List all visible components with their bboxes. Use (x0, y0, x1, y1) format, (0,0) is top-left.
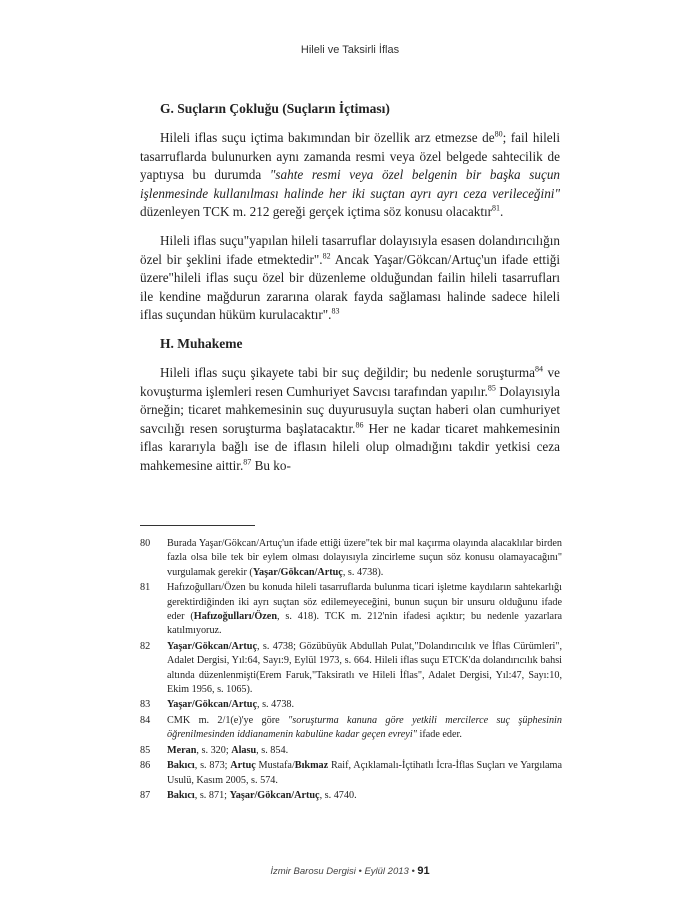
footnotes (140, 537, 562, 804)
footnote-81: 81 Hafızoğulları/Özen bu konuda hileli tasarruflarda bulunma ticari işletme kaydıların sahtekarlığı gerektirdiğinden iki ayrı suçtan söz edilemeyeceğini, bunun suçun bir unsuru olduğunu ifade eder (Hafızoğulları/Özen, s. 418). TCK m. 212'nin ifadesi açıktır; bu nedenle yazarlara katılmıyoruz. (140, 582, 562, 637)
footnote-divider (140, 525, 255, 526)
footnote-85: 85 Meran, s. 320; Alasu, s. 854. (140, 744, 289, 756)
footnote-ref[interactable]: 82 (322, 251, 331, 261)
footnote-86: 86 Bakıcı, s. 873; Artuç Mustafa/Bıkmaz Raif, Açıklamalı-İçtihatlı İcra-İflas Suçları ve Yargılama Usulü, Kasım 2005, s. 574. (140, 760, 562, 786)
footnote-ref[interactable]: 80 (494, 129, 503, 139)
section-heading-h: H. Muhakeme (160, 335, 243, 351)
footnote-84: 84 CMK m. 2/1(e)'ye göre "soruşturma kanuna göre yetkili mercilerce suç şüphesinin öğrenilmesinden iddianamenin kabulüne kadar geçen evreyi" ifade eder. (140, 714, 562, 741)
journal-name: İzmir Barosu Dergisi • Eylül 2013 • (270, 866, 415, 877)
paragraph: Hileli iflas suçu içtima bakımından bir özellik arz etmezse $de^{80}$; fail hileli tasarruflarda bulunurken aynı zamanda resmi veya özel belgede sahtecilik de yaptıysa bu durumda "sahte resmi veya özel belgenin bir başka suçun işlenmesinde kullanılması halinde her iki suçtan ayrı ayrı ceza verileceğini" düzenleyen TCK m. 212 gereği gerçek içtima söz konusu olacaktır$^{81}$. (140, 129, 561, 220)
main-text (140, 100, 560, 486)
running-head: Hileli ve Taksirli İflas (300, 44, 400, 56)
paragraph: Hileli iflas suçu"yapılan hileli tasarruflar dolayısıyla esasen dolandırıcılığın özel bir şeklini ifade etmektedir".$^{82}$ Ancak Yaşar/Gökcan/Artuç'un ifade ettiği üzere"hileli iflas suçu özel bir düzenleme olduğundan failin hileli tasarrufları ile kendine mağdurun zararına olarak fayda sağlaması halinde sadece hileli iflas suçundan hüküm kurulacaktır".$^{83}$ (140, 232, 560, 323)
page-number: 91 (417, 865, 430, 877)
footnote-ref[interactable]: 85 (487, 383, 496, 393)
footnote-80: 80 Burada Yaşar/Gökcan/Artuç'un ifade ettiği üzere"tek bir mal kaçırma olayında alacaklılar birden fazla olsa bile tek bir eylem olması dolayısıyla zincirleme suçun söz konusu olamayacağını" vurgulamak gerekir (Yaşar/Gökcan/Artuç, s. 4738). (140, 538, 562, 578)
footnote-83: 83 Yaşar/Gökcan/Artuç, s. 4738. (140, 699, 295, 711)
footnote-ref[interactable]: 83 (331, 306, 340, 316)
section-heading-g: G. Suçların Çokluğu (Suçların İçtiması) (160, 101, 390, 116)
footnote-ref[interactable]: 84 (535, 364, 543, 374)
footnote-ref[interactable]: 81 (492, 203, 501, 213)
footnote-82: 82 Yaşar/Gökcan/Artuç, s. 4738; Gözübüyük Abdullah Pulat,"Dolandırıcılık ve İflas Cürümleri", Adalet Dergisi, Yıl:64, Sayı:9, Eylül 1973, s. 664. Hileli iflas suçu ETCK'da dolandırıcılık bahsi altında düzenlenmişti(Erem Faruk,"Taksiratlı ve Hileli İflas", Adalet Dergisi, Yıl:47, Sayı:10, Ekim 1956, s. 1065). (140, 640, 562, 696)
footnote-87: 87 Bakıcı, s. 871; Yaşar/Gökcan/Artuç, s. 4740. (140, 789, 357, 801)
page-footer (0, 865, 700, 877)
footnote-ref[interactable]: 86 (355, 420, 364, 430)
paragraph: Hileli iflas suçu şikayete tabi bir suç değildir; bu nedenle soruşturma$^{84}$ ve kovuşturma işlemleri resen Cumhuriyet Savcısı tarafından yapılır.$^{85}$ Dolayısıyla örneğin; ticaret mahkemesinin suç duyurusuyla suçtan haberi olan cumhuriyet savcılığı resen soruşturma başlatacaktır.$^{86}$ Her ne kadar ticaret mahkemesinin iflas kararıyla bağlı ise de iflasın hileli olup olmadığını takdir yetkisi ceza mahkemesine aittir.$^{87}$ Bu ko- (140, 364, 560, 473)
footnote-ref[interactable]: 87 (243, 457, 252, 467)
